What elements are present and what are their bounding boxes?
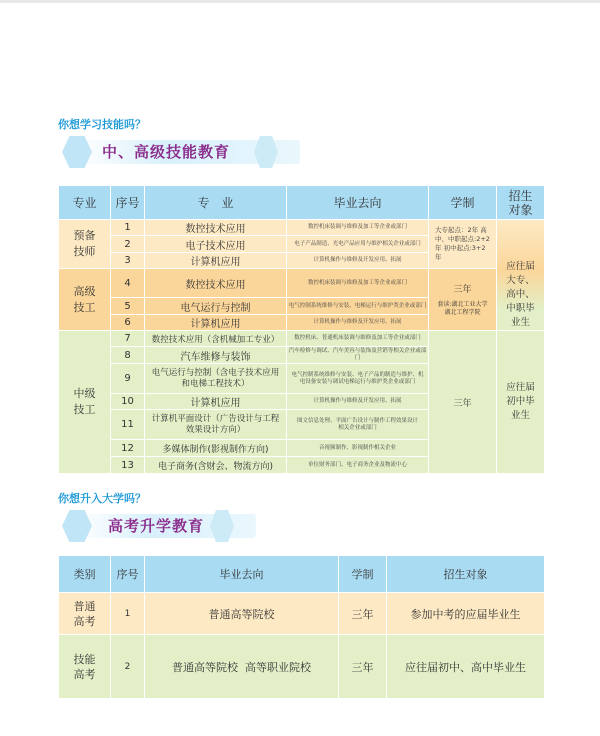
row-no: 11 [111,410,145,440]
row-career: 普通高等院校 [145,593,339,635]
table-row [59,269,545,298]
row-career: 普通高等院校 高等职业院校 [145,635,339,699]
row-name: 汽车维修与装饰 [145,347,287,364]
category-middle: 中级技工 [59,331,111,474]
section2-banner [58,507,248,545]
row-career: 数控机床、普通机床装调与维修及加工等企业或部门 [287,331,429,347]
row-career: 汽车检修与调试、汽车美容与装饰及营销等相关企业或部门 [287,347,429,364]
row-career: 电子产品制造、光电产品应用与维护相关企业或部门 [287,236,429,253]
header-career: 毕业去向 [145,556,339,593]
gaokao-table [58,555,545,699]
row-name: 电气运行与控制（含电子技术应用和电梯工程技术） [145,364,287,394]
section2-question: 你想升入大学吗？ [58,492,146,505]
row-name: 多媒体制作(影视制作方向) [145,440,287,457]
header-type: 类别 [59,556,111,593]
row-no: 13 [111,457,145,474]
table-header-row [59,556,545,593]
row-duration: 三年 [339,593,387,635]
table-header-row [59,186,545,220]
duration-senior-cell [429,269,497,331]
skills-table [58,185,545,474]
row-name: 数控技术应用 [145,220,287,236]
row-career: 数控机床装调与维修及加工等企业或部门 [287,269,429,298]
table-row [59,593,545,635]
row-name: 电子商务(含财会、物流方向) [145,457,287,474]
header-duration: 学制 [339,556,387,593]
row-no: 7 [111,331,145,347]
row-career: 计算机操作与维修及开发应用、拓展 [287,253,429,269]
row-no: 1 [111,593,145,635]
row-no: 5 [111,298,145,315]
header-no: 序号 [111,556,145,593]
duration-senior-note: 套读:湖北工业大学 湖北工程学院 [437,301,488,316]
row-no: 12 [111,440,145,457]
duration-advanced: 大专起点：2年 高中、中职起点:2+2年 初中起点:3+2年 [429,220,497,269]
row-target: 参加中考的应届毕业生 [387,593,545,635]
row-no: 9 [111,364,145,394]
row-career: 单位财务部门、电子商务企业及物流中心 [287,457,429,474]
row-duration: 三年 [339,635,387,699]
row-name: 数控技术应用（含机械加工专业） [145,331,287,347]
row-career: 音视频制作、影视制作相关企业 [287,440,429,457]
duration-middle: 三年 [429,331,497,474]
row-career: 计算机操作与维修及开发应用、拓展 [287,394,429,410]
header-target: 招生对象 [387,556,545,593]
table-row [59,331,545,347]
row-no: 1 [111,220,145,236]
header-major: 专业 [59,186,111,220]
row-name: 计算机平面设计（广告设计与工程效果设计方向） [145,410,287,440]
row-career: 图文信息处理、平面广告设计与制作工程效果设计相关企业或部门 [287,410,429,440]
row-no: 3 [111,253,145,269]
row-name: 电子技术应用 [145,236,287,253]
target-bottom: 应往届初中毕业生 [497,331,545,474]
row-no: 10 [111,394,145,410]
row-type: 技能高考 [59,635,111,699]
header-career: 毕业去向 [287,186,429,220]
row-type: 普通高考 [59,593,111,635]
section1-question: 你想学习技能吗？ [58,118,146,131]
row-no: 8 [111,347,145,364]
row-career: 计算机操作与维修及开发应用、拓展 [287,315,429,331]
table-row [59,220,545,236]
row-no: 2 [111,635,145,699]
row-no: 2 [111,236,145,253]
header-no: 序号 [111,186,145,220]
row-name: 计算机应用 [145,394,287,410]
table-row [59,635,545,699]
section2-title: 高考升学教育 [108,517,205,535]
top-divider [0,0,600,3]
header-duration: 学制 [429,186,497,220]
section1-title: 中、高级技能教育 [102,143,231,161]
category-advanced: 预备技师 [59,220,111,269]
category-senior: 高级技工 [59,269,111,331]
row-career: 电气控制系统维修与安装、电梯运行与维护类企业或部门 [287,298,429,315]
row-name: 计算机应用 [145,315,287,331]
row-career: 数控机床装调与维修及加工等企业或部门 [287,220,429,236]
target-top: 应往届大专、高中、中职毕业生 [497,220,545,331]
row-name: 电气运行与控制 [145,298,287,315]
header-target: 招生对象 [497,186,545,220]
row-name: 数控技术应用 [145,269,287,298]
row-no: 6 [111,315,145,331]
row-target: 应往届初中、高中毕业生 [387,635,545,699]
duration-senior: 三年 [453,285,472,295]
row-no: 4 [111,269,145,298]
header-specialty: 专 业 [145,186,287,220]
row-career: 电气控制系统维修与安装、电子产品的制造与维护、机电设备安装与调试电梯运行与维护类企业或部门 [287,364,429,394]
section1-banner [58,133,248,171]
row-name: 计算机应用 [145,253,287,269]
